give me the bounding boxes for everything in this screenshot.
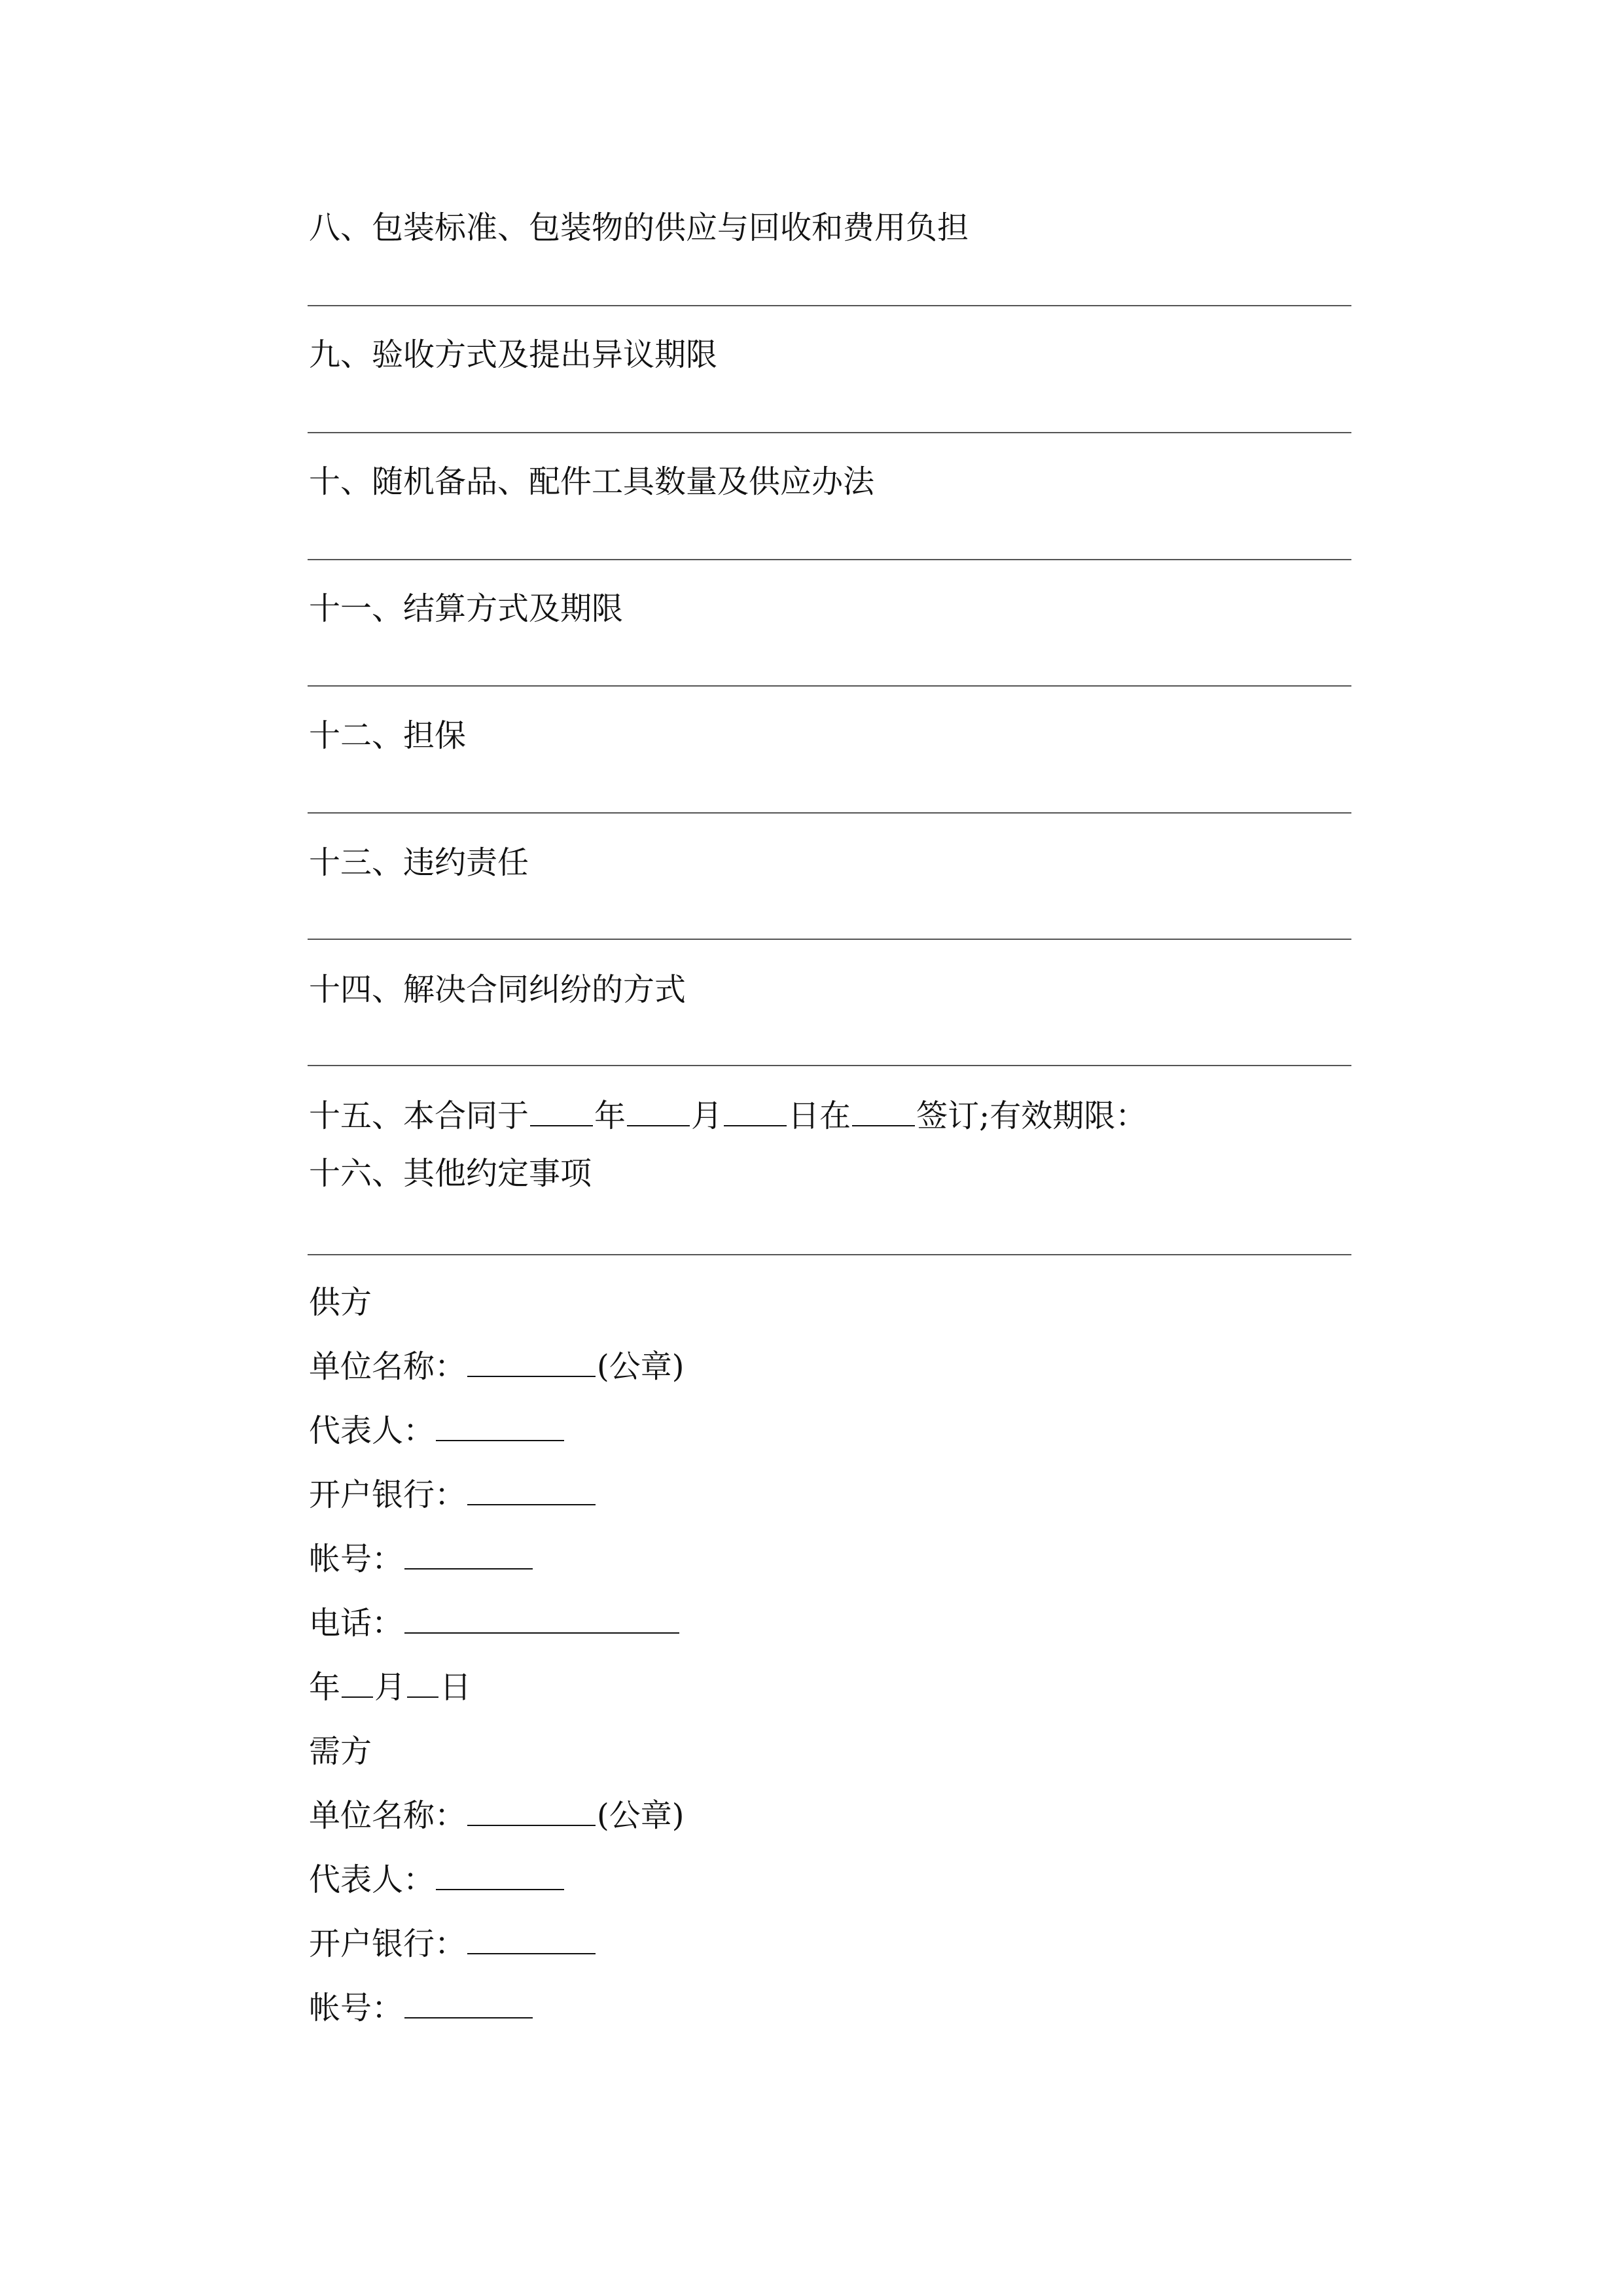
clause-15-signed: 签订 bbox=[916, 1098, 980, 1134]
buyer-title: 需方 bbox=[309, 1733, 372, 1770]
supplier-account-field[interactable] bbox=[404, 1541, 533, 1570]
clause-15-validity: ;有效期限： bbox=[979, 1098, 1147, 1134]
fill-line-clause-9 bbox=[308, 432, 1351, 433]
year-blank[interactable] bbox=[530, 1098, 593, 1126]
buyer-unit-name-field[interactable] bbox=[467, 1797, 596, 1826]
buyer-representative-label: 代表人： bbox=[309, 1861, 435, 1898]
clause-15-month: 月 bbox=[691, 1098, 723, 1134]
day-blank[interactable] bbox=[724, 1098, 787, 1126]
fill-line-clause-8 bbox=[308, 305, 1351, 306]
supplier-account-label: 帐号： bbox=[309, 1541, 404, 1577]
month-blank[interactable] bbox=[627, 1098, 690, 1126]
clause-14: 十四、解决合同纠纷的方式 bbox=[309, 971, 687, 1008]
buyer-representative-row bbox=[309, 1860, 565, 1899]
supplier-phone-label: 电话： bbox=[309, 1605, 404, 1641]
buyer-account-field[interactable] bbox=[404, 1990, 533, 2018]
fill-line-clause-12 bbox=[308, 812, 1351, 814]
supplier-date-row bbox=[309, 1668, 471, 1707]
clause-12: 十二、担保 bbox=[309, 717, 467, 754]
supplier-phone-field[interactable] bbox=[404, 1605, 679, 1634]
fill-line-clause-14 bbox=[308, 1065, 1351, 1066]
supplier-seal: (公章) bbox=[597, 1348, 685, 1385]
place-blank[interactable] bbox=[852, 1098, 915, 1126]
clause-10: 十、随机备品、配件工具数量及供应办法 bbox=[309, 463, 875, 500]
supplier-bank-field[interactable] bbox=[467, 1477, 596, 1505]
supplier-date-day: 日 bbox=[440, 1669, 472, 1706]
buyer-bank-row bbox=[309, 1924, 597, 1964]
clause-15-year: 年 bbox=[594, 1098, 626, 1134]
supplier-date-day-blank[interactable] bbox=[407, 1669, 438, 1698]
supplier-representative-label: 代表人： bbox=[309, 1412, 435, 1449]
supplier-unit-name-row bbox=[309, 1347, 684, 1386]
clause-16: 十六、其他约定事项 bbox=[309, 1155, 592, 1192]
clause-9: 九、验收方式及提出异议期限 bbox=[309, 336, 718, 373]
clause-8: 八、包装标准、包装物的供应与回收和费用负担 bbox=[309, 209, 969, 246]
buyer-bank-label: 开户银行： bbox=[309, 1926, 467, 1962]
supplier-unit-name-label: 单位名称： bbox=[309, 1348, 467, 1385]
buyer-unit-name-row bbox=[309, 1796, 684, 1835]
fill-line-clause-16 bbox=[308, 1254, 1351, 1255]
buyer-representative-field[interactable] bbox=[436, 1861, 564, 1890]
buyer-seal: (公章) bbox=[597, 1797, 685, 1834]
supplier-unit-name-field[interactable] bbox=[467, 1348, 596, 1377]
supplier-bank-label: 开户银行： bbox=[309, 1477, 467, 1513]
clause-15-day-at: 日在 bbox=[788, 1098, 851, 1134]
buyer-unit-name-label: 单位名称： bbox=[309, 1797, 467, 1834]
fill-line-clause-10 bbox=[308, 559, 1351, 560]
fill-line-clause-11 bbox=[308, 685, 1351, 687]
buyer-account-label: 帐号： bbox=[309, 1990, 404, 2026]
clause-11: 十一、结算方式及期限 bbox=[309, 590, 624, 627]
supplier-bank-row bbox=[309, 1475, 597, 1515]
buyer-bank-field[interactable] bbox=[467, 1926, 596, 1954]
supplier-date-year: 年 bbox=[309, 1669, 341, 1706]
clause-15-prefix: 十五、本合同于 bbox=[309, 1098, 529, 1134]
supplier-phone-row bbox=[309, 1604, 681, 1643]
clause-13: 十三、违约责任 bbox=[309, 844, 529, 881]
supplier-date-month-blank[interactable] bbox=[342, 1669, 373, 1698]
supplier-date-month: 月 bbox=[374, 1669, 406, 1706]
buyer-account-row bbox=[309, 1988, 534, 2028]
supplier-representative-field[interactable] bbox=[436, 1412, 564, 1441]
supplier-title: 供方 bbox=[309, 1284, 372, 1321]
supplier-account-row bbox=[309, 1539, 534, 1579]
supplier-representative-row bbox=[309, 1411, 565, 1450]
fill-line-clause-13 bbox=[308, 939, 1351, 940]
clause-15 bbox=[309, 1096, 1147, 1136]
